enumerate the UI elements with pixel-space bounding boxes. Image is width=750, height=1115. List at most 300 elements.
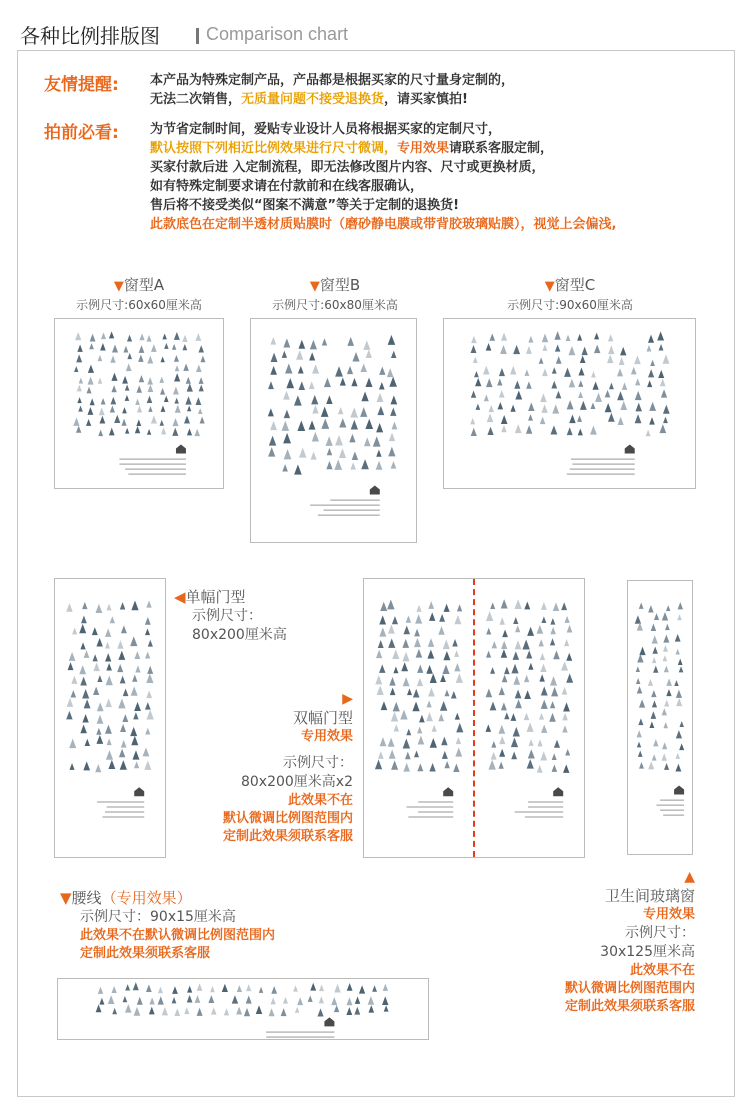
tree-mark xyxy=(339,418,346,427)
notice-line-2 xyxy=(150,90,730,109)
tree-mark xyxy=(175,405,181,413)
tree-mark xyxy=(335,435,343,446)
tree-mark xyxy=(283,391,290,400)
tree-mark xyxy=(123,996,128,1002)
caption-line xyxy=(515,811,564,812)
tree-mark xyxy=(394,724,399,731)
tree-mark xyxy=(541,602,547,610)
tree-mark xyxy=(101,398,106,405)
tree-mark xyxy=(175,365,180,371)
tree-mark xyxy=(347,337,354,346)
tree-mark xyxy=(151,415,157,423)
tree-mark xyxy=(135,665,140,672)
tree-mark xyxy=(172,418,178,426)
tree-mark xyxy=(361,459,369,469)
tree-mark xyxy=(524,601,530,609)
tree-mark xyxy=(130,727,137,736)
notice-line-2c: ，请买家慎拍! xyxy=(384,92,468,107)
tree-mark xyxy=(636,678,640,684)
tree-mark xyxy=(609,383,614,390)
tree-mark xyxy=(224,1008,229,1015)
tree-mark xyxy=(90,398,95,405)
tree-mark xyxy=(114,415,120,423)
tree-mark xyxy=(99,998,104,1005)
tree-mark xyxy=(514,381,520,389)
tree-mark xyxy=(569,379,575,388)
tree-mark xyxy=(428,638,435,647)
tree-mark xyxy=(665,624,670,630)
tree-mark xyxy=(653,739,658,746)
window-c-title: ▼窗型C xyxy=(544,276,596,294)
tree-mark xyxy=(552,764,558,771)
tree-mark xyxy=(414,629,420,637)
tree-mark xyxy=(391,712,398,722)
tree-mark xyxy=(392,422,398,430)
tree-mark xyxy=(121,625,127,633)
tree-mark xyxy=(540,664,546,672)
tree-mark xyxy=(483,366,490,375)
tree-mark xyxy=(312,364,319,373)
tree-mark xyxy=(554,331,560,340)
tree-mark xyxy=(110,406,115,413)
bathroom-label: ▲ 卫生间玻璃窗 专用效果 示例尺寸： 30x125厘米高 此效果不在 默认微调比例图范围内 定制此效果须联系客服 xyxy=(520,868,695,1016)
tree-mark xyxy=(284,410,290,418)
tree-mark xyxy=(486,689,493,698)
caption-line xyxy=(570,468,635,469)
tree-mark xyxy=(324,378,331,387)
tree-mark xyxy=(417,763,423,771)
tree-mark xyxy=(146,984,152,992)
tree-mark xyxy=(127,335,132,342)
tree-mark xyxy=(122,714,128,722)
tree-mark xyxy=(97,715,104,724)
tree-mark xyxy=(413,689,420,698)
tree-mark xyxy=(389,377,397,387)
tree-mark xyxy=(298,366,304,374)
tree-mark xyxy=(675,764,681,772)
tree-mark xyxy=(281,1008,287,1016)
tree-mark xyxy=(402,639,409,648)
tree-mark xyxy=(282,351,287,358)
tree-mark xyxy=(159,377,164,383)
tree-mark xyxy=(187,986,192,993)
tree-mark xyxy=(620,347,626,356)
tree-mark xyxy=(542,368,548,376)
tree-mark xyxy=(486,378,493,387)
tree-mark xyxy=(164,396,169,402)
prebuy-line-2a: 默认按照下列相近比例效果进行尺寸微调， xyxy=(150,141,398,156)
tree-mark xyxy=(308,995,313,1002)
tree-mark xyxy=(527,759,534,769)
tree-mark xyxy=(679,743,684,750)
tree-mark xyxy=(111,385,116,392)
tree-mark xyxy=(77,385,82,392)
tree-mark xyxy=(635,403,642,412)
tree-mark xyxy=(392,616,398,624)
tree-mark xyxy=(310,983,316,991)
tree-mark xyxy=(147,666,153,674)
tree-mark xyxy=(456,737,461,744)
tree-mark xyxy=(71,676,77,684)
tree-mark xyxy=(376,650,382,658)
tree-mark xyxy=(379,664,385,673)
tree-mark xyxy=(659,344,664,351)
tree-mark xyxy=(172,997,177,1003)
tree-mark xyxy=(327,448,333,455)
tree-mark xyxy=(566,673,573,682)
tree-mark xyxy=(430,673,437,683)
tree-mark xyxy=(428,601,434,609)
tree-mark xyxy=(513,617,518,624)
tree-mark xyxy=(143,747,150,756)
tree-mark xyxy=(134,651,140,659)
tree-mark xyxy=(282,421,290,431)
tree-mark xyxy=(567,625,573,633)
tree-mark xyxy=(76,354,82,362)
caption-line xyxy=(567,473,635,474)
tree-mark xyxy=(453,764,459,772)
tree-mark xyxy=(550,618,555,625)
tree-mark xyxy=(352,352,359,362)
tree-mark xyxy=(87,407,93,415)
tree-mark xyxy=(135,399,140,405)
tree-mark xyxy=(377,406,384,415)
caption-line xyxy=(408,816,453,817)
tree-mark xyxy=(498,402,504,409)
tree-mark xyxy=(561,661,568,670)
tree-mark xyxy=(117,640,123,649)
caption-line xyxy=(266,1031,334,1032)
tree-mark xyxy=(148,384,154,392)
tree-mark xyxy=(485,724,491,732)
caption-line xyxy=(128,473,186,474)
tree-mark xyxy=(486,611,493,621)
down-arrow-icon: ▼ xyxy=(60,889,72,907)
tree-mark xyxy=(499,390,505,398)
tree-mark xyxy=(95,764,101,772)
tree-mark xyxy=(145,651,150,658)
tree-mark xyxy=(452,639,458,647)
tree-mark xyxy=(296,350,303,360)
tree-mark xyxy=(79,378,83,384)
tree-mark xyxy=(119,749,125,758)
tree-mark xyxy=(676,690,682,698)
window-b-preview xyxy=(250,318,417,543)
tree-mark xyxy=(105,725,112,734)
page-subtitle: Comparison chart xyxy=(206,24,349,44)
tree-mark xyxy=(490,667,495,674)
tree-mark xyxy=(335,366,343,376)
tree-mark xyxy=(388,335,396,345)
tree-mark xyxy=(427,650,434,659)
tree-mark xyxy=(391,351,397,358)
tree-mark xyxy=(351,420,358,430)
tree-mark xyxy=(187,406,191,412)
house-icon xyxy=(674,785,684,794)
tree-mark xyxy=(82,714,88,722)
tree-mark xyxy=(550,425,557,434)
tree-mark xyxy=(526,650,532,658)
caption-line xyxy=(119,463,186,464)
tree-mark xyxy=(96,1004,102,1012)
tree-mark xyxy=(486,651,491,658)
tree-mark xyxy=(550,627,556,634)
tree-mark xyxy=(173,387,179,395)
tree-mark xyxy=(578,367,584,375)
caption-line xyxy=(418,801,453,802)
tree-mark xyxy=(78,405,83,411)
tree-mark xyxy=(541,404,547,413)
tree-mark xyxy=(438,714,444,722)
caption-line xyxy=(525,816,563,817)
tree-mark xyxy=(312,432,319,442)
tree-mark xyxy=(149,1007,155,1015)
down-arrow-icon: ▼ xyxy=(309,279,320,294)
tree-mark xyxy=(591,371,596,377)
tree-mark xyxy=(513,676,520,685)
tree-mark xyxy=(349,434,355,442)
tree-mark xyxy=(511,664,518,674)
tree-mark xyxy=(285,363,292,373)
tree-mark xyxy=(635,391,642,400)
tree-mark xyxy=(489,405,494,412)
tree-mark xyxy=(594,333,599,340)
tree-mark xyxy=(552,367,557,373)
tree-mark xyxy=(499,617,505,624)
tree-mark xyxy=(268,408,274,416)
tree-mark xyxy=(380,602,387,611)
tree-mark xyxy=(98,430,103,436)
tree-mark xyxy=(430,738,437,748)
tree-mark xyxy=(454,663,460,671)
tree-mark xyxy=(417,665,423,673)
tree-mark xyxy=(515,625,520,632)
tree-mark xyxy=(563,764,569,773)
up-arrow-icon: ▲ xyxy=(684,869,695,885)
tree-mark xyxy=(339,448,346,458)
tree-mark xyxy=(269,436,277,446)
tree-mark xyxy=(542,344,547,351)
tree-mark xyxy=(86,419,91,426)
tree-mark xyxy=(564,616,569,623)
tree-mark xyxy=(676,730,682,738)
tree-mark xyxy=(638,751,643,757)
tree-mark xyxy=(326,395,332,404)
tree-mark xyxy=(382,996,388,1005)
tree-pattern xyxy=(474,579,584,857)
tree-mark xyxy=(605,403,612,412)
tree-mark xyxy=(376,461,383,470)
caption-line xyxy=(407,806,454,807)
tree-mark xyxy=(663,417,668,423)
tree-mark xyxy=(297,997,303,1005)
tree-mark xyxy=(380,737,387,746)
tree-mark xyxy=(577,415,582,422)
tree-mark xyxy=(105,698,112,707)
tree-mark xyxy=(268,447,275,457)
tree-mark xyxy=(442,664,449,674)
page-title: 各种比例排版图 xyxy=(20,24,160,48)
tree-mark xyxy=(679,721,683,727)
tree-mark xyxy=(649,402,656,411)
tree-mark xyxy=(617,368,623,376)
tree-mark xyxy=(440,701,447,711)
tree-mark xyxy=(501,702,507,710)
tree-mark xyxy=(246,996,252,1004)
tree-mark xyxy=(139,375,144,382)
right-arrow-icon: ▶ xyxy=(342,691,353,707)
tree-mark xyxy=(652,657,657,663)
tree-mark xyxy=(347,983,353,991)
prebuy-line-2c: 请联系客服定制， xyxy=(449,141,554,156)
tree-mark xyxy=(662,708,667,715)
tree-mark xyxy=(106,750,113,760)
tree-mark xyxy=(561,602,567,610)
tree-mark xyxy=(389,433,395,441)
tree-mark xyxy=(80,642,85,649)
tree-mark xyxy=(199,377,204,384)
tree-mark xyxy=(605,390,611,398)
tree-mark xyxy=(271,353,278,362)
tree-mark xyxy=(145,617,151,625)
tree-mark xyxy=(161,427,166,434)
tree-mark xyxy=(83,761,90,770)
caption-line xyxy=(528,801,563,802)
tree-mark xyxy=(174,398,178,404)
tree-mark xyxy=(514,599,521,609)
tree-mark xyxy=(378,640,384,648)
tree-mark xyxy=(406,615,411,622)
tree-mark xyxy=(125,984,130,990)
tree-mark xyxy=(504,667,510,674)
window-b-size: 示例尺寸:60x80厘米高 xyxy=(272,298,398,312)
tree-mark xyxy=(139,333,144,340)
tree-mark xyxy=(283,338,290,347)
tree-mark xyxy=(488,760,495,770)
tree-mark xyxy=(664,700,669,707)
tree-mark xyxy=(72,628,77,635)
tree-mark xyxy=(489,333,495,340)
tree-mark xyxy=(199,345,204,352)
tree-mark xyxy=(75,332,81,340)
tree-mark xyxy=(390,395,397,404)
tree-mark xyxy=(403,739,410,749)
tree-mark xyxy=(402,652,409,662)
tree-mark xyxy=(125,428,129,434)
tree-mark xyxy=(491,752,497,760)
tree-mark xyxy=(638,718,643,725)
tree-mark xyxy=(182,344,187,350)
tree-mark xyxy=(529,739,534,746)
tree-mark xyxy=(527,722,534,732)
tree-mark xyxy=(419,715,425,723)
tree-mark xyxy=(608,413,615,422)
tree-mark xyxy=(131,601,138,611)
tree-mark xyxy=(666,678,672,686)
tree-mark xyxy=(674,680,678,686)
tree-mark xyxy=(620,401,627,410)
notice-line-1: 本产品为特殊定制产品，产品都是根据买家的尺寸量身定制的， xyxy=(150,73,515,88)
tree-mark xyxy=(93,687,99,695)
tree-mark xyxy=(426,700,431,707)
tree-mark xyxy=(556,356,562,364)
tree-mark xyxy=(387,368,394,377)
tree-mark xyxy=(270,421,277,430)
tree-mark xyxy=(160,388,165,395)
caption-line xyxy=(310,504,380,505)
tree-mark xyxy=(354,1007,360,1015)
notice-text xyxy=(150,71,730,109)
tree-mark xyxy=(246,984,251,991)
tree-mark xyxy=(360,363,366,372)
tree-mark xyxy=(678,602,683,609)
tree-mark xyxy=(652,754,657,760)
tree-mark xyxy=(622,382,628,390)
tree-mark xyxy=(211,1007,217,1014)
tree-mark xyxy=(147,396,153,403)
house-icon xyxy=(324,1017,334,1026)
waistline-preview xyxy=(57,978,429,1040)
single-door-label: ◀单幅门型 示例尺寸： 80x200厘米高 xyxy=(174,588,287,643)
tree-mark xyxy=(271,997,276,1004)
tree-mark xyxy=(112,986,117,993)
tree-mark xyxy=(174,332,180,340)
tree-mark xyxy=(375,760,382,770)
tree-mark xyxy=(198,408,202,414)
tree-mark xyxy=(172,428,178,436)
prebuy-line-2 xyxy=(150,139,740,158)
tree-mark xyxy=(73,418,79,426)
down-arrow-icon: ▼ xyxy=(544,279,555,294)
tree-mark xyxy=(310,340,317,350)
tree-mark xyxy=(441,737,447,746)
tree-mark xyxy=(96,728,101,735)
tree-mark xyxy=(146,690,152,698)
tree-mark xyxy=(555,344,560,351)
tree-mark xyxy=(111,373,117,381)
tree-mark xyxy=(661,389,667,397)
tree-mark xyxy=(403,677,410,686)
tree-mark xyxy=(309,381,315,389)
tree-mark xyxy=(513,651,520,660)
tree-mark xyxy=(444,604,450,612)
tree-mark xyxy=(564,639,569,646)
caption-line xyxy=(125,468,186,469)
tree-mark xyxy=(98,378,103,384)
notice-line-2a: 无法二次销售， xyxy=(150,92,242,107)
tree-mark xyxy=(486,343,492,351)
tree-mark xyxy=(499,368,505,376)
tree-mark xyxy=(376,450,381,457)
tree-mark xyxy=(99,407,105,415)
tree-pattern xyxy=(55,579,165,857)
tree-mark xyxy=(186,377,191,384)
tree-mark xyxy=(653,666,658,673)
tree-mark xyxy=(617,391,624,400)
tree-mark xyxy=(326,436,333,446)
tree-mark xyxy=(499,749,505,757)
tree-mark xyxy=(486,628,491,635)
tree-mark xyxy=(664,763,669,770)
tree-mark xyxy=(566,335,571,341)
tree-mark xyxy=(137,406,142,413)
tree-mark xyxy=(390,688,396,696)
caption-line xyxy=(318,514,380,515)
tree-mark xyxy=(648,369,654,377)
tree-mark xyxy=(660,379,666,387)
tree-mark xyxy=(379,382,385,390)
tree-mark xyxy=(444,761,449,768)
